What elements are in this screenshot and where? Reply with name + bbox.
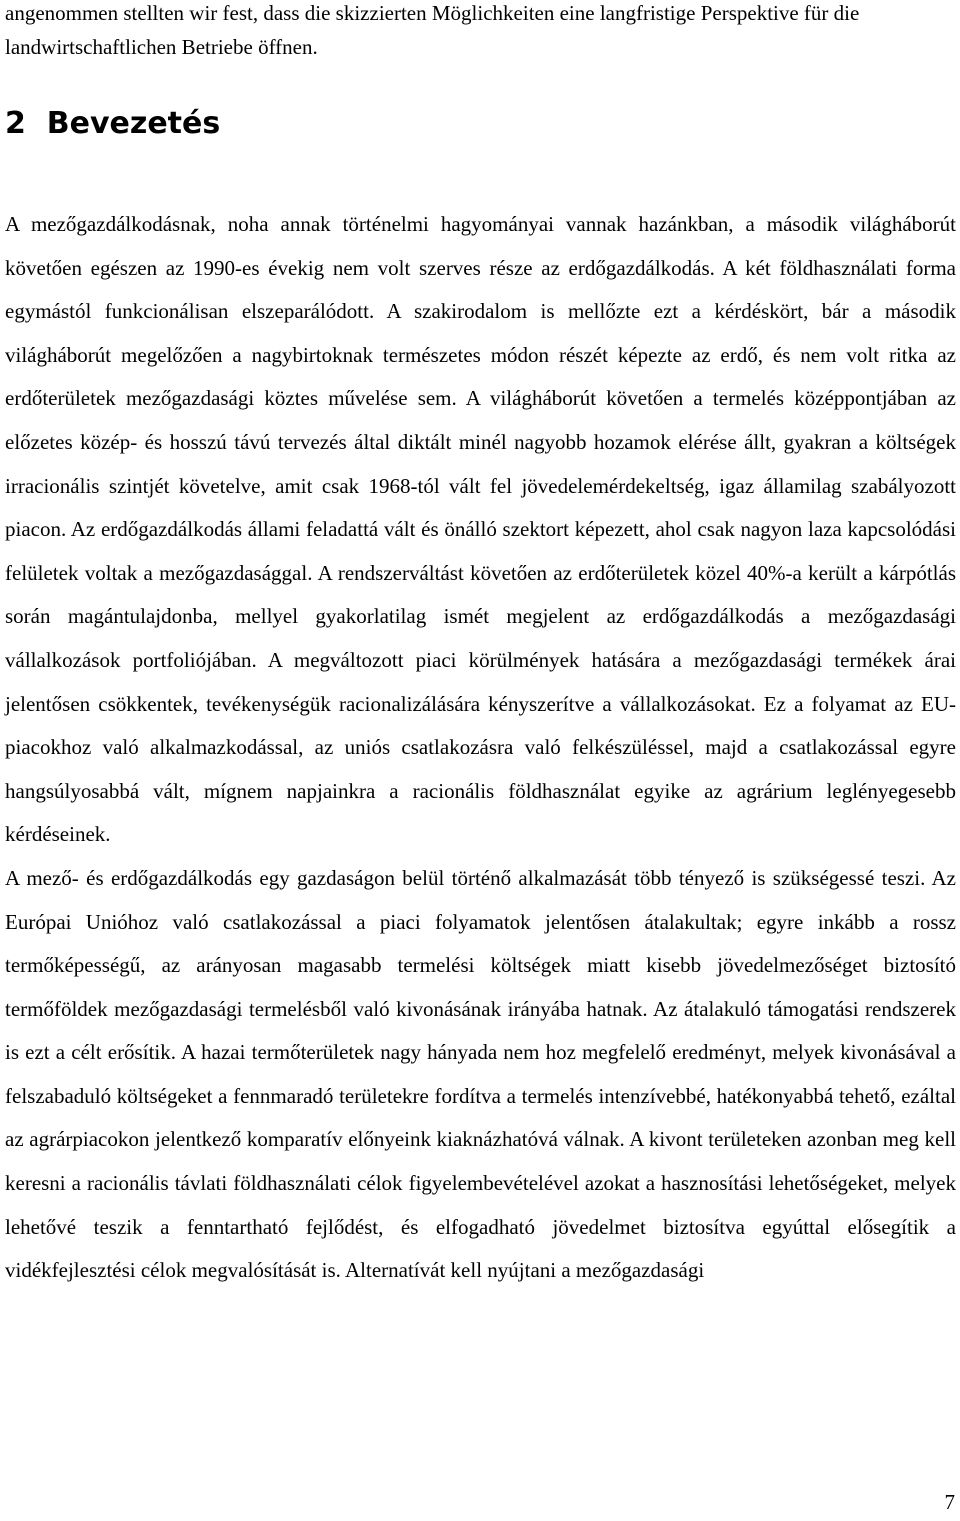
page-number: 7 xyxy=(944,1490,955,1514)
intro-paragraph: angenommen stellten wir fest, dass die skizzierten Möglichkeiten eine langfristige Perspektive für die landwirtschaftlichen Betriebe öffnen. xyxy=(5,1,860,59)
body-paragraph-1: A mezőgazdálkodásnak, noha annak történelmi hagyományai vannak hazánkban, a második világháborút követően egészen az 1990-es évekig nem volt szerves része az erdőgazdálkodás. A két földhasználati forma egymástól funkcionálisan elszeparálódott. A szakirodalom is mellőzte ezt a kérdéskört, bár a második világháborút megelőzően a nagybirtoknak természetes módon részét képezte az erdő, és nem volt ritka az erdőterületek mezőgazdasági köztes művelése sem. A világháborút követően a termelés középpontjában az előzetes közép- és hosszú távú tervezés által diktált minél nagyobb hozamok elérése állt, gyakran a költségek irracionális szintjét követelve, amit csak 1968-tól vált fel jövedelemérdekeltség, igaz államilag szabályozott piacon. Az erdőgazdálkodás állami feladattá vált és önálló szektort képezett, ahol csak nagyon laza kapcsolódási felületek voltak a mezőgazdasággal. A rendszerváltást követően az erdőterületek közel 40%-a került a kárpótlás során magántulajdonba, mellyel gyakorlatilag ismét megjelent az erdőgazdálkodás a mezőgazdasági vállalkozások portfoliójában. A megváltozott piaci körülmények hatására a mezőgazdasági termékek árai jelentősen csökkentek, tevékenységük racionalizálására kényszerítve a vállalkozásokat. Ez a folyamat az EU-piacokhoz való alkalmazkodással, az uniós csatlakozásra való felkészüléssel, majd a csatlakozással egyre hangsúlyosabbá vált, mígnem napjainkra a racionális földhasználat egyike az agrárium leglényegesebb kérdéseinek. xyxy=(5,212,956,847)
section-body xyxy=(5,203,956,1293)
document-page xyxy=(5,0,956,1283)
body-paragraph-2: A mező- és erdőgazdálkodás egy gazdaságon belül történő alkalmazását több tényező is szükségessé teszi. Az Európai Unióhoz való csatlakozással a piaci folyamatok jelentősen átalakultak; egyre inkább a rossz termőképességű, az arányosan magasabb termelési költségek miatt kisebb jövedelmezőséget biztosító termőföldek mezőgazdasági termelésből való kivonásának irányába hatnak. Az átalakuló támogatási rendszerek is ezt a célt erősítik. A hazai termőterületek nagy hányada nem hoz megfelelő eredményt, melyek kivonásával a felszabaduló költségeket a fennmaradó területekre fordítva a termelés intenzívebbé, hatékonyabbá tehető, ezáltal az agrárpiacokon jelentkező komparatív előnyeink kiaknázhatóvá válnak. A kivont területeken azonban meg kell keresni a racionális távlati földhasználati célok figyelembevételével azokat a hasznosítási lehetőségeket, melyek lehetővé teszik a fenntartható fejlődést, és elfogadható jövedelmet biztosítva egyúttal elősegítik a vidékfejlesztési célok megvalósítását is. Alternatívát kell nyújtani a mezőgazdasági xyxy=(5,865,956,1283)
section-heading: 2 Bevezetés xyxy=(5,106,221,141)
